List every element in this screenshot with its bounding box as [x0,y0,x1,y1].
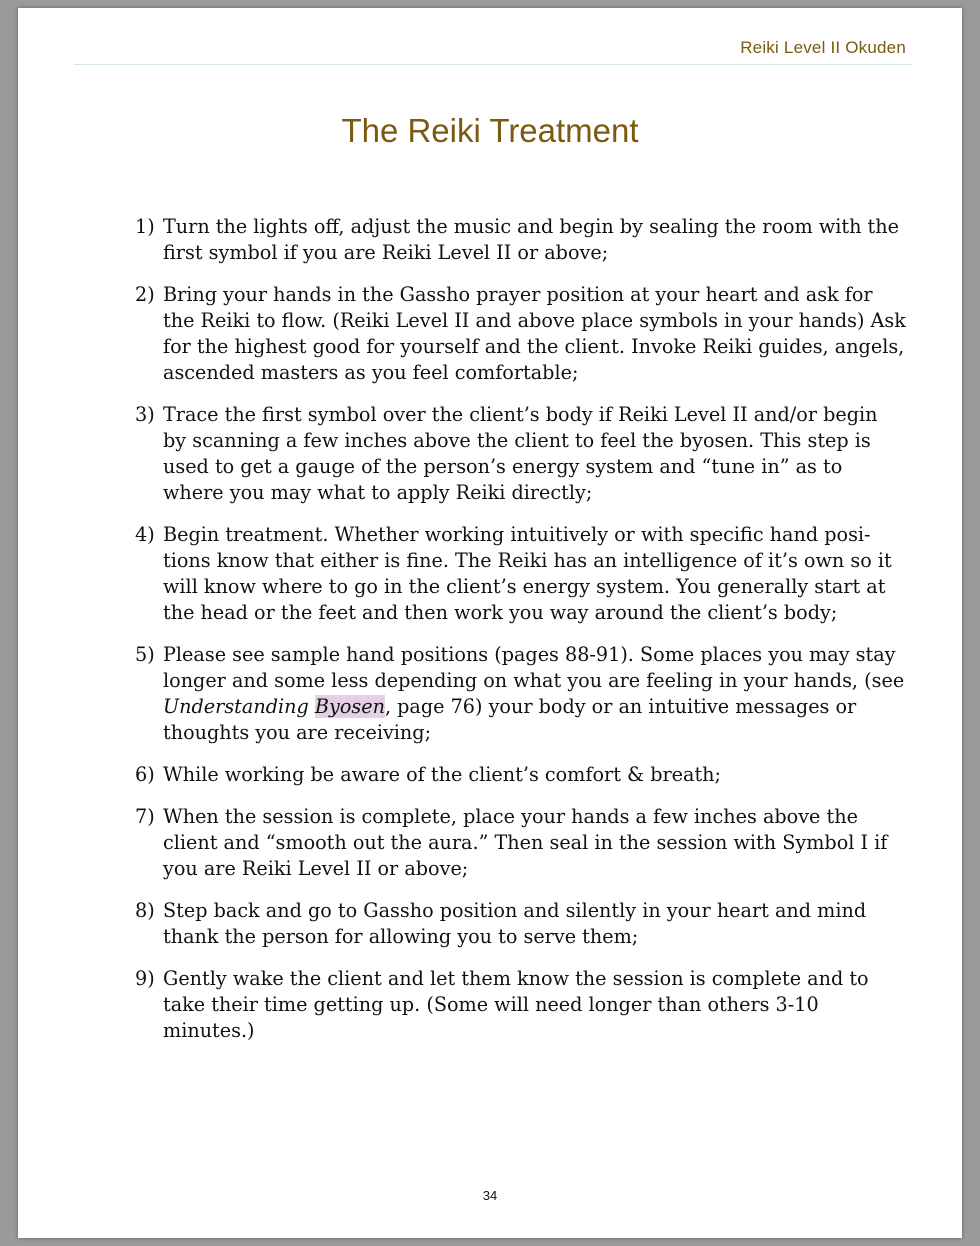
book-reference-title: Understanding [163,695,309,718]
header-divider [74,64,912,65]
page-number: 34 [482,1188,498,1203]
step-text-after: , page 76) your body or an intuitive messages or thoughts you are receiving; [163,695,857,744]
step-item-8 [130,898,906,950]
step-text-before: Please see sample hand positions (pages 88-91). Some places you may stay longer and some less depending on what you are feeling in your hands, (see [163,643,905,692]
step-number: 7) [135,805,155,828]
step-text: Step back and go to Gassho position and silently in your heart and mind thank the person for allowing you to serve them; [163,899,867,948]
step-number: 5) [135,643,155,666]
step-text: When the session is complete, place your hands a few inches above the client and “smooth out the aura.” Then seal in the session with Symbol I if you are Reiki Level II or above; [163,805,888,880]
step-text: Begin treatment. Whether working intuitively or with specific hand posi-tions know that either is fine. The Reiki has an intelligence of it’s own so it will know where to go in the client’s energy system. You generally start at the head or the feet and then work you way around the client’s body; [163,523,892,624]
step-text: Turn the lights off, adjust the music and begin by sealing the room with the first symbol if you are Reiki Level II or above; [163,215,899,264]
running-header: Reiki Level II Okuden [740,38,906,57]
step-item-9 [130,966,906,1044]
step-text: Trace the first symbol over the client’s body if Reiki Level II and/or begin by scanning a few inches above the client to feel the byosen. This step is used to get a gauge of the person’s energy system and “tune in” as to where you may what to apply Reiki directly; [163,403,878,504]
document-page [18,8,962,1238]
treatment-steps-list [130,214,906,1060]
step-text: Bring your hands in the Gassho prayer position at your heart and ask for the Reiki to flow. (Reiki Level II and above place symbols in your hands) Ask for the highest good for yourself and the client. Invoke Reiki guides, angels, ascended masters as you feel comfortable; [163,283,906,384]
step-item-3 [130,402,906,506]
step-number: 2) [135,283,155,306]
step-number: 8) [135,899,155,922]
step-number: 9) [135,967,155,990]
step-number: 1) [135,215,155,238]
step-number: 6) [135,763,155,786]
step-item-5 [130,642,906,746]
step-text: Gently wake the client and let them know the session is complete and to take their time getting up. (Some will need longer than others 3-10 minutes.) [163,967,869,1042]
highlighted-term: Byosen [314,695,385,718]
step-number: 3) [135,403,155,426]
step-item-2 [130,282,906,386]
step-text: While working be aware of the client’s comfort & breath; [163,763,721,786]
step-item-6 [130,762,906,788]
step-number: 4) [135,523,155,546]
step-item-4 [130,522,906,626]
page-title: The Reiki Treatment [341,112,639,149]
step-item-1 [130,214,906,266]
step-text [163,643,904,744]
step-item-7 [130,804,906,882]
